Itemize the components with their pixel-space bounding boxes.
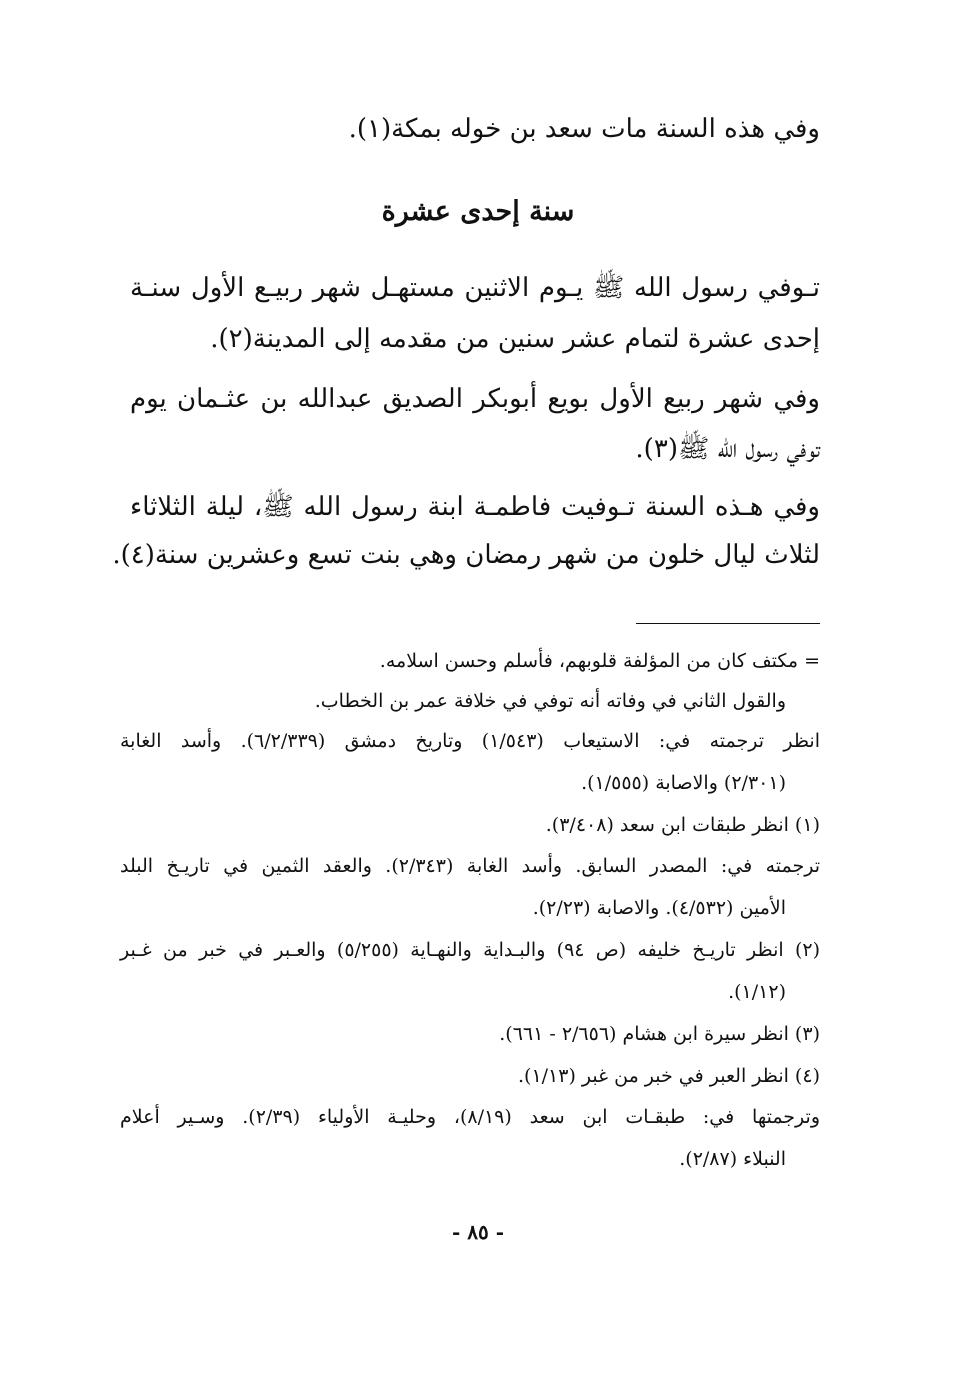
section-heading: سنة إحدى عشرة bbox=[381, 196, 575, 227]
footnote-line: (١) انظر طبقات ابن سعد (٣/٤٠٨). bbox=[545, 814, 820, 836]
footnote-line: انظر ترجمته في: الاستيعاب (١/٥٤٣) وتاريخ دمشق (٦/٢/٣٣٩). وأسد الغابة bbox=[120, 730, 820, 752]
footnote-line: ترجمته في: المصدر السابق. وأسد الغابة (٢/٣٤٣). والعقد الثمين في تاريـخ البلد bbox=[120, 855, 820, 877]
footnote-line: النبلاء (٢/٨٧). bbox=[679, 1148, 786, 1170]
intro-line: وفي هذه السنة مات سعد بن خوله بمكة(١). bbox=[348, 114, 820, 144]
footnote-line: (١/١٢). bbox=[728, 981, 786, 1003]
footnote-line: (٤) انظر العبر في خبر من غبر (١/١٣). bbox=[518, 1065, 820, 1087]
page-number: - ٨٥ - bbox=[451, 1220, 504, 1244]
paragraph-3-line-1: وفي هـذه السنة تـوفيت فاطمـة ابنة رسول الله ﷺ، ليلة الثلاثاء bbox=[130, 492, 820, 522]
footnote-line: (٣) انظر سيرة ابن هشام (٢/٦٥٦ - ٦٦١). bbox=[499, 1023, 820, 1045]
footnote-line: = مكتف كان من المؤلفة قلوبهم، فأسلم وحسن اسلامه. bbox=[379, 650, 820, 672]
paragraph-2-line-1: وفي شهر ربيع الأول بويع أبوبكر الصديق عبدالله بن عثـمان يوم bbox=[130, 384, 820, 414]
paragraph-3-line-2: لثلاث ليال خلون من شهر رمضان وهي بنت تسع وعشرين سنة(٤). bbox=[112, 540, 820, 570]
paragraph-1-line-1: تـوفي رسول الله ﷺ يـوم الاثنين مستهـل شهر ربيـع الأول سنـة bbox=[130, 273, 820, 303]
footnote-line: (٢/٣٠١) والاصابة (١/٥٥٥). bbox=[581, 772, 786, 794]
footnote-line: الأمين (٤/٥٣٢). والاصابة (٢/٢٣). bbox=[532, 897, 786, 919]
paragraph-2-line-2: توفي رسول الله ﷺ(٣). bbox=[635, 434, 820, 464]
paragraph-1-line-2: إحدى عشرة لتمام عشر سنين من مقدمه إلى المدينة(٢). bbox=[210, 324, 820, 354]
footnote-line: والقول الثاني في وفاته أنه توفي في خلافة عمر بن الخطاب. bbox=[314, 690, 786, 712]
footnote-line: (٢) انظر تاريـخ خليفه (ص ٩٤) والبـداية والنهـاية (٥/٢٥٥) والعـبر في خبر من غـبر bbox=[120, 939, 820, 961]
footnote-line: وترجمتها في: طبقـات ابن سعد (٨/١٩)، وحليـة الأولياء (٢/٣٩). وسـير أعلام bbox=[120, 1106, 820, 1128]
footnote-divider bbox=[636, 623, 820, 624]
